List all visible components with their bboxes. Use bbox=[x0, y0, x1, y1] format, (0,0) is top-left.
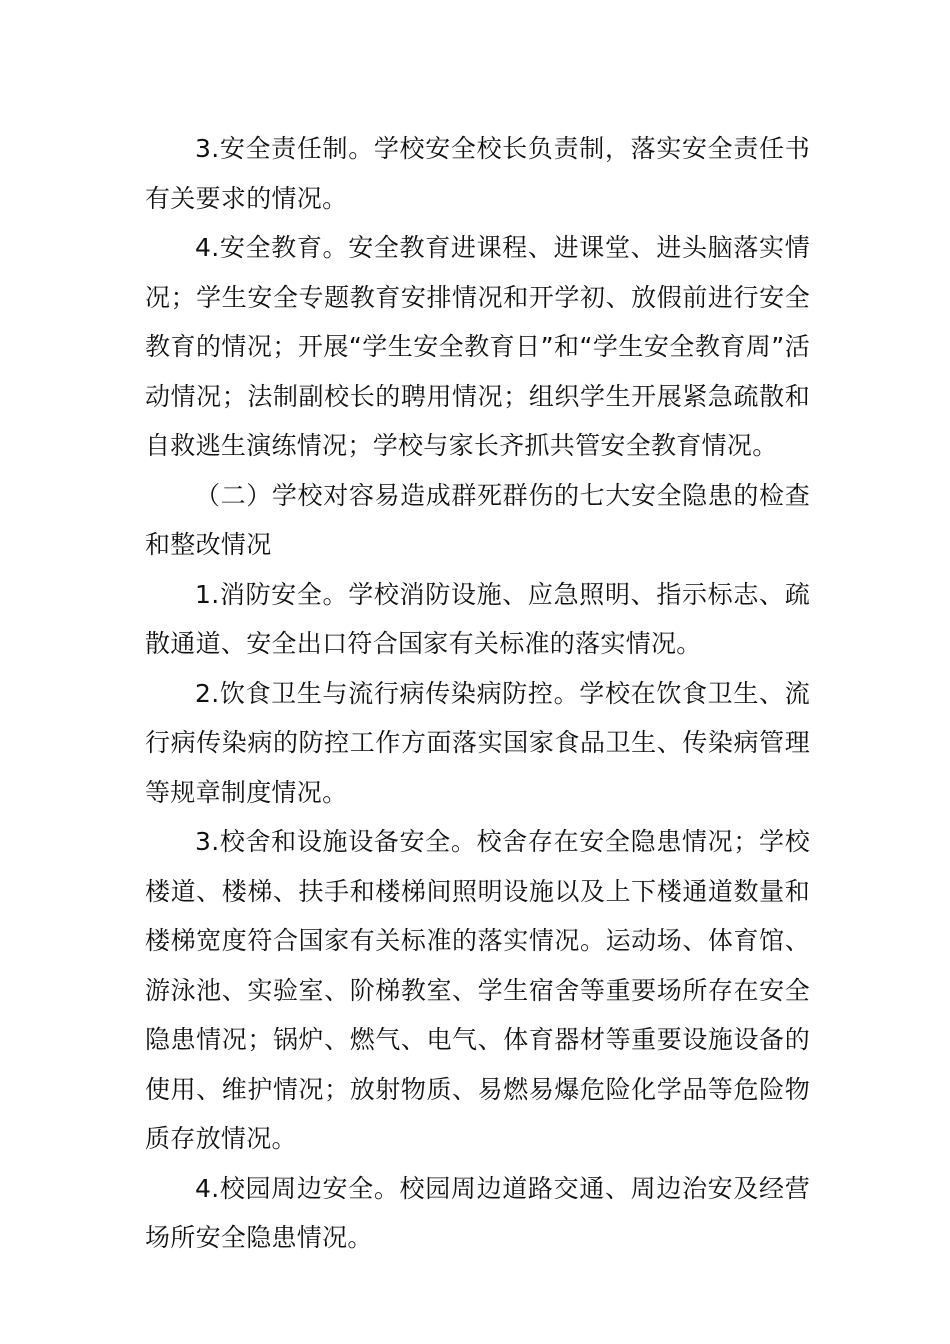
paragraph-campus-surroundings: 4.校园周边安全。校园周边道路交通、周边治安及经营场所安全隐患情况。 bbox=[145, 1173, 810, 1252]
paragraph-safety-responsibility: 3.安全责任制。学校安全校长负责制，落实安全责任书有关要求的情况。 bbox=[145, 134, 810, 213]
paragraph-building-facility-safety: 3.校舍和设施设备安全。校舍存在安全隐患情况；学校楼道、楼梯、扶手和楼梯间照明设施以及上下楼通道数量和楼梯宽度符合国家有关标准的落实情况。运动场、体育馆、游泳池、实验室、阶梯教室、学生宿舍等重要场所存在安全隐患情况；锅炉、燃气、电气、体育器材等重要设施设备的使用、维护情况；放射物质、易燃易爆危险化学品等危险物质存放情况。 bbox=[145, 827, 810, 1153]
section-heading-hazard-inspection: （二）学校对容易造成群死群伤的七大安全隐患的检查和整改情况 bbox=[145, 480, 810, 559]
document-body bbox=[145, 124, 810, 1263]
paragraph-safety-education: 4.安全教育。安全教育进课程、进课堂、进头脑落实情况；学生安全专题教育安排情况和开学初、放假前进行安全教育的情况；开展“学生安全教育日”和“学生安全教育周”活动情况；法制副校长的聘用情况；组织学生开展紧急疏散和自救逃生演练情况；学校与家长齐抓共管安全教育情况。 bbox=[145, 233, 810, 460]
paragraph-food-hygiene: 2.饮食卫生与流行病传染病防控。学校在饮食卫生、流行病传染病的防控工作方面落实国家食品卫生、传染病管理等规章制度情况。 bbox=[145, 678, 810, 807]
paragraph-fire-safety: 1.消防安全。学校消防设施、应急照明、指示标志、疏散通道、安全出口符合国家有关标准的落实情况。 bbox=[145, 579, 810, 658]
